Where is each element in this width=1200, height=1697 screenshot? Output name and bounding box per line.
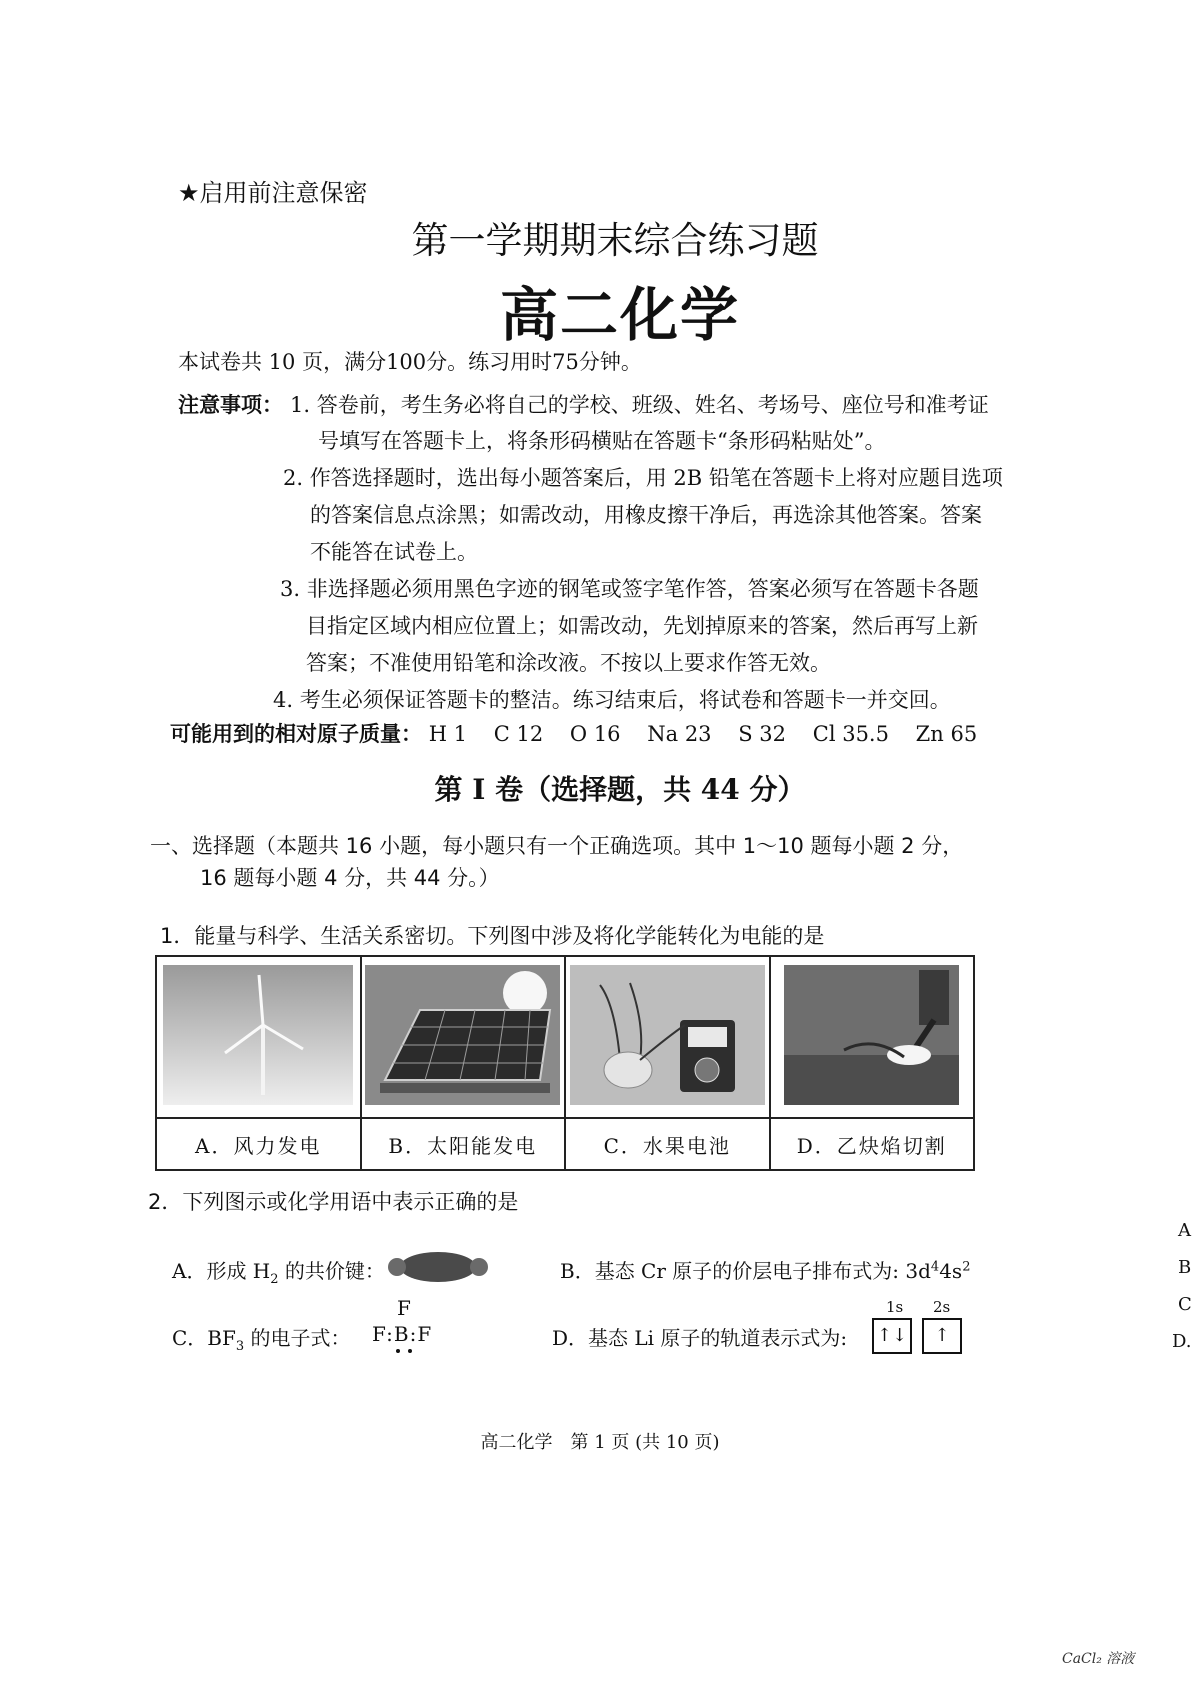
exam-title: 第一学期期末综合练习题: [411, 219, 819, 262]
orbital-label-1s: 1s: [886, 1298, 904, 1316]
paper-intro: 本试卷共 10 页，满分100分。练习用时75分钟。: [178, 350, 642, 374]
q2-option-a: A．形成 $H_2$ 的共价键：: [172, 1259, 385, 1287]
note-2-line-3: 不能答在试卷上。: [310, 540, 478, 564]
subject-title: 高二化学: [499, 281, 740, 349]
bf3-top-fluorine: F: [397, 1296, 411, 1320]
wind-turbine-image: [163, 965, 353, 1105]
orbital-box-2s: ↑: [922, 1318, 962, 1354]
corner-handwritten-note: CaCl₂ 溶液: [1062, 1651, 1135, 1667]
atomic-masses-label: 可能用到的相对原子质量：: [170, 722, 422, 746]
note-1-line-2: 号填写在答题卡上，将条形码横贴在答题卡“条形码粘贴处”。: [318, 429, 886, 453]
orbital-box-1s: ↑↓: [872, 1318, 912, 1354]
section-instruction-line-2: 16 题每小题 4 分，共 44 分。）: [200, 866, 500, 890]
lone-pair-dots-icon: [393, 1346, 417, 1356]
atomic-mass-value: S 32: [738, 722, 787, 746]
q2-option-d: D．基态 Li 原子的轨道表示式为:: [552, 1326, 848, 1350]
acetylene-cutting-image-cell: [770, 956, 975, 1118]
atomic-mass-value: O 16: [569, 722, 621, 746]
page-footer: 高二化学 第 1 页 (共 10 页): [480, 1432, 720, 1453]
option-a-caption: A．风力发电: [156, 1118, 361, 1170]
orbital-label-2s: 2s: [933, 1298, 951, 1316]
note-3-line-2: 目指定区域内相应位置上；如需改动，先划掉原来的答案，然后再写上新: [306, 614, 978, 638]
bf3-electron-formula: F:B:F: [372, 1322, 433, 1346]
edge-mark-a: A: [1178, 1220, 1191, 1241]
note-2-line-2: 的答案信息点涂黑；如需改动，用橡皮擦干净后，再选涂其他答案。答案: [310, 503, 982, 527]
edge-mark-d: D.: [1172, 1331, 1192, 1352]
note-2-line-1: 2. 作答选择题时，选出每小题答案后，用 2B 铅笔在答题卡上将对应题目选项: [283, 466, 1003, 490]
solar-panel-image: [365, 965, 560, 1105]
h2-bond-overlap-icon: [383, 1250, 493, 1284]
atomic-mass-value: Zn 65: [915, 722, 978, 746]
fruit-battery-image: [570, 965, 765, 1105]
q2-option-c: C．$BF_3$ 的电子式：: [172, 1326, 351, 1354]
edge-mark-b: B: [1178, 1257, 1192, 1278]
note-4-line-1: 4. 考生必须保证答题卡的整洁。练习结束后，将试卷和答题卡一并交回。: [273, 688, 951, 712]
atomic-mass-value: H 1: [428, 722, 468, 746]
question-2-stem: 2．下列图示或化学用语中表示正确的是: [148, 1190, 519, 1214]
solar-power-image-cell: [361, 956, 566, 1118]
atomic-mass-value: Na 23: [647, 722, 712, 746]
note-3-line-3: 答案；不准使用铅笔和涂改液。不按以上要求作答无效。: [306, 651, 831, 675]
acetylene-torch-image: [784, 965, 959, 1105]
atomic-mass-value: C 12: [493, 722, 544, 746]
question-1-stem: 1．能量与科学、生活关系密切。下列图中涉及将化学能转化为电能的是: [160, 924, 825, 948]
question-1-image-table: [155, 955, 975, 1171]
atomic-mass-value: Cl 35.5: [812, 722, 889, 746]
atomic-masses: [170, 718, 977, 748]
wind-power-image-cell: [156, 956, 361, 1118]
section-instruction-line-1: 一、选择题（本题共 16 小题，每小题只有一个正确选项。其中 1～10 题每小题 2 分，: [150, 834, 964, 858]
note-3-line-1: 3. 非选择题必须用黑色字迹的钢笔或签字笔作答，答案必须写在答题卡各题: [280, 577, 979, 601]
notes-label: 注意事项：: [178, 392, 283, 417]
note-1-line-1: 1. 答卷前，考生务必将自己的学校、班级、姓名、考场号、座位号和准考证: [290, 393, 989, 417]
section-title: 第 I 卷（选择题，共 44 分）: [434, 773, 806, 806]
edge-mark-c: C: [1178, 1294, 1192, 1315]
confidential-mark: ★启用前注意保密: [178, 179, 368, 207]
q2-option-b: B．基态 Cr 原子的价层电子排布式为: $3d^44s^2$: [560, 1259, 971, 1283]
option-c-caption: C．水果电池: [565, 1118, 770, 1170]
option-d-caption: D．乙炔焰切割: [770, 1118, 975, 1170]
option-b-caption: B．太阳能发电: [361, 1118, 566, 1170]
fruit-battery-image-cell: [565, 956, 770, 1118]
